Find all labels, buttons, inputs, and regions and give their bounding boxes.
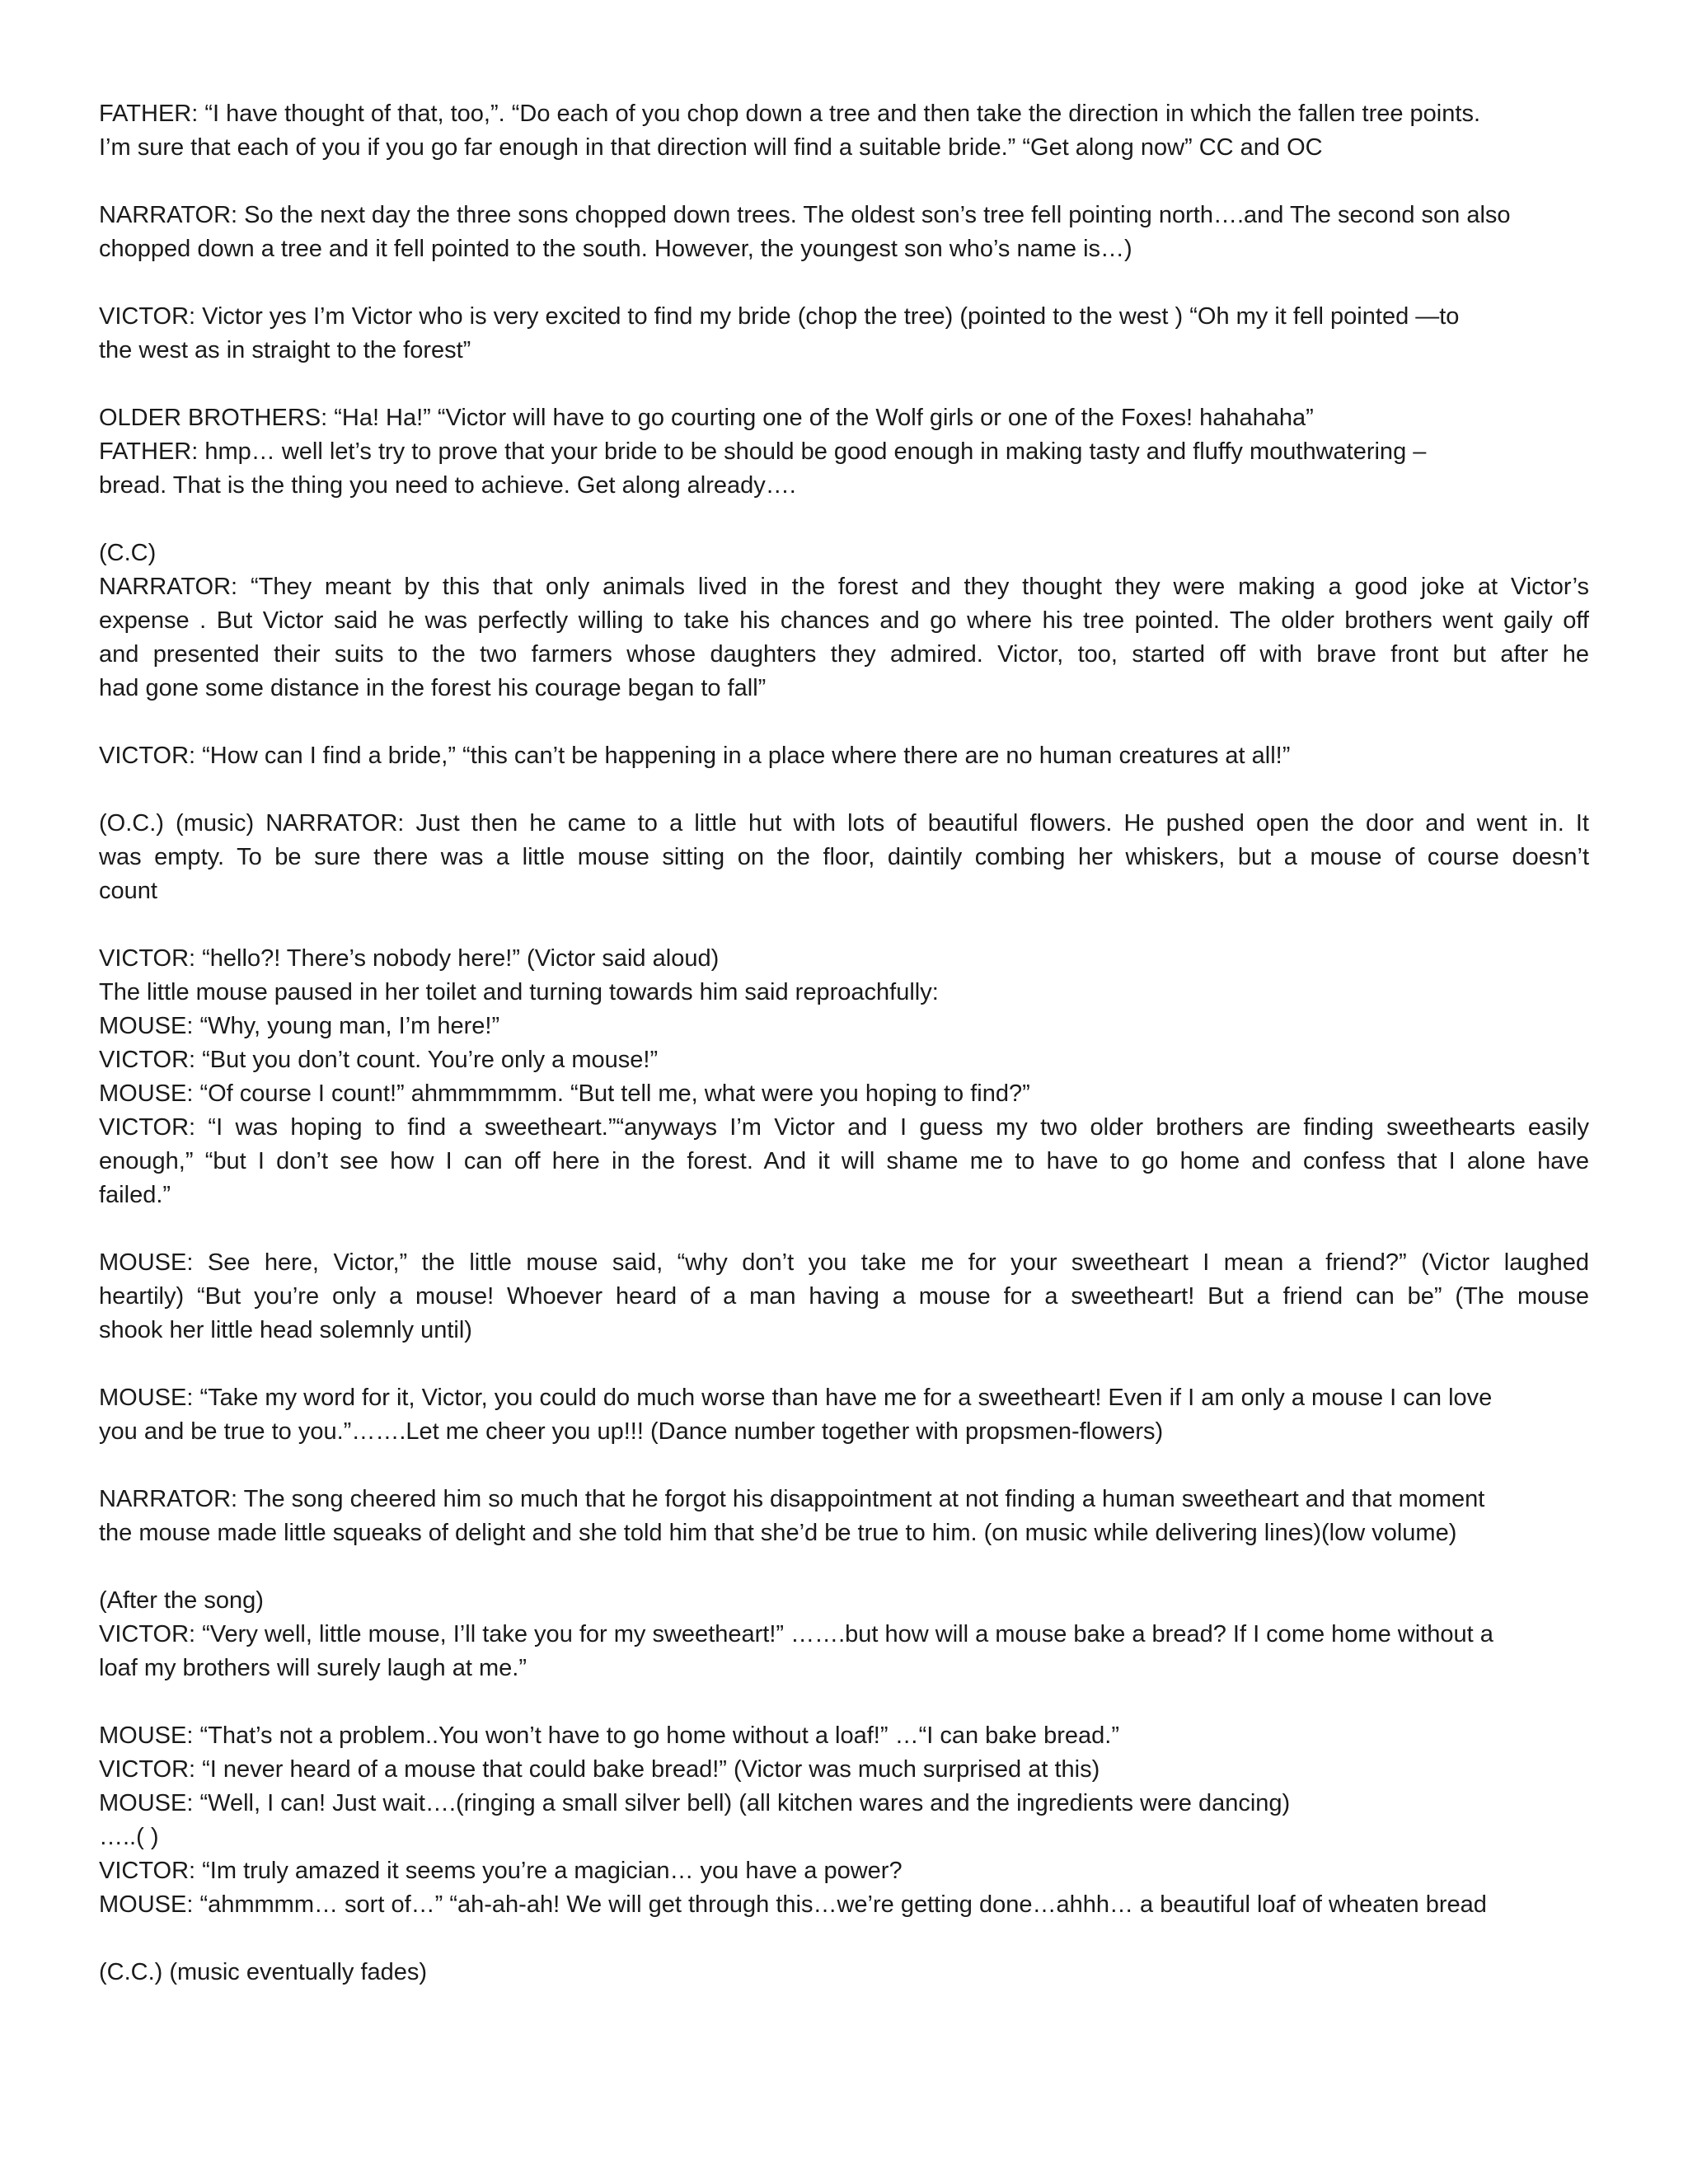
- script-text-body: [99, 97, 1589, 1990]
- blank-line: [99, 1922, 1589, 1956]
- script-line: The little mouse paused in her toilet and turning towards him said reproachfully:: [99, 979, 939, 1005]
- script-line: enough,” “but I don’t see how I can off here in the forest. And it will shame me to have to go home and confess that I alone have: [99, 1148, 1589, 1174]
- script-line: loaf my brothers will surely laugh at me.”: [99, 1655, 527, 1681]
- blank-line: [99, 773, 1589, 807]
- script-line: VICTOR: “But you don’t count. You’re only a mouse!”: [99, 1047, 659, 1073]
- script-line: failed.”: [99, 1182, 171, 1208]
- script-line: bread. That is the thing you need to achieve. Get along already….: [99, 472, 796, 499]
- script-line: VICTOR: “How can I find a bride,” “this can’t be happening in a place where there are no human creatures at all!”: [99, 743, 1291, 769]
- script-line: chopped down a tree and it fell pointed to the south. However, the youngest son who’s name is…): [99, 236, 1132, 262]
- script-line: (O.C.) (music) NARRATOR: Just then he came to a little hut with lots of beautiful flowers. He pushed open the door and went in. It: [99, 810, 1589, 837]
- script-line: the west as in straight to the forest”: [99, 337, 471, 363]
- blank-line: [99, 165, 1589, 199]
- blank-line: [99, 503, 1589, 537]
- script-line: VICTOR: Victor yes I’m Victor who is very excited to find my bride (chop the tree) (pointed to the west ) “Oh my it fell pointed —to: [99, 303, 1460, 330]
- script-line: was empty. To be sure there was a little mouse sitting on the floor, daintily combing her whiskers, but a mouse of course doesn’t: [99, 844, 1589, 870]
- script-line: VICTOR: “I was hoping to find a sweetheart.”“anyways I’m Victor and I guess my two older brothers are finding sweethearts easily: [99, 1114, 1589, 1141]
- script-line: NARRATOR: “They meant by this that only animals lived in the forest and they thought they were making a good joke at Victor’s: [99, 574, 1589, 600]
- script-line: MOUSE: “Take my word for it, Victor, you could do much worse than have me for a sweetheart! Even if I am only a mouse I can love: [99, 1385, 1493, 1411]
- blank-line: [99, 705, 1589, 739]
- script-line: …..( ): [99, 1824, 159, 1850]
- script-line: VICTOR: “Very well, little mouse, I’ll take you for my sweetheart!” …….but how will a mouse bake a bread? If I come home without a: [99, 1621, 1493, 1647]
- script-line: had gone some distance in the forest his courage began to fall”: [99, 675, 767, 701]
- script-line: NARRATOR: The song cheered him so much that he forgot his disappointment at not finding a human sweetheart and that moment: [99, 1486, 1485, 1512]
- script-line: FATHER: “I have thought of that, too,”. “Do each of you chop down a tree and then take the direction in which the fallen tree points.: [99, 101, 1480, 127]
- script-line: OLDER BROTHERS: “Ha! Ha!” “Victor will have to go courting one of the Wolf girls or one of the Foxes! hahahaha”: [99, 405, 1314, 431]
- script-line: count: [99, 878, 157, 904]
- blank-line: [99, 1212, 1589, 1246]
- script-line: VICTOR: “hello?! There’s nobody here!” (Victor said aloud): [99, 945, 720, 972]
- script-line: MOUSE: See here, Victor,” the little mouse said, “why don’t you take me for your sweetheart I mean a friend?” (Victor laughed: [99, 1249, 1589, 1276]
- script-line: the mouse made little squeaks of delight and she told him that she’d be true to him. (on music while delivering lines)(low volume): [99, 1520, 1457, 1546]
- script-line: and presented their suits to the two farmers whose daughters they admired. Victor, too, started off with brave front but after he: [99, 641, 1589, 668]
- blank-line: [99, 1550, 1589, 1584]
- script-line: VICTOR: “I never heard of a mouse that could bake bread!” (Victor was much surprised at this): [99, 1756, 1100, 1783]
- script-line: (C.C): [99, 540, 157, 566]
- blank-line: [99, 1685, 1589, 1719]
- script-line: I’m sure that each of you if you go far enough in that direction will find a suitable bride.” “Get along now” CC and OC: [99, 134, 1323, 161]
- script-line: MOUSE: “That’s not a problem..You won’t have to go home without a loaf!” …“I can bake bread.”: [99, 1722, 1119, 1749]
- script-line: MOUSE: “Well, I can! Just wait….(ringing a small silver bell) (all kitchen wares and the ingredients were dancing): [99, 1790, 1291, 1816]
- script-line: (After the song): [99, 1587, 264, 1614]
- blank-line: [99, 908, 1589, 942]
- script-line: you and be true to you.”…….Let me cheer you up!!! (Dance number together with propsmen-flowers): [99, 1418, 1164, 1445]
- script-line: MOUSE: “Of course I count!” ahmmmmmm. “But tell me, what were you hoping to find?”: [99, 1080, 1030, 1107]
- blank-line: [99, 1449, 1589, 1483]
- blank-line: [99, 1347, 1589, 1381]
- blank-line: [99, 266, 1589, 300]
- script-line: expense . But Victor said he was perfectly willing to take his chances and go where his tree pointed. The older brothers went gaily off: [99, 607, 1589, 634]
- script-line: MOUSE: “Why, young man, I’m here!”: [99, 1013, 500, 1039]
- blank-line: [99, 368, 1589, 401]
- script-line: FATHER: hmp… well let’s try to prove that your bride to be should be good enough in making tasty and fluffy mouthwatering –: [99, 438, 1427, 465]
- script-line: (C.C.) (music eventually fades): [99, 1959, 428, 1985]
- script-line: MOUSE: “ahmmmm… sort of…” “ah-ah-ah! We will get through this…we’re getting done…ahhh… a beautiful loaf of wheaten bread: [99, 1891, 1487, 1918]
- script-line: shook her little head solemnly until): [99, 1317, 472, 1343]
- script-line: NARRATOR: So the next day the three sons chopped down trees. The oldest son’s tree fell pointing north….and The second son also: [99, 202, 1511, 228]
- script-line: heartily) “But you’re only a mouse! Whoever heard of a man having a mouse for a sweetheart! But a friend can be” (The mouse: [99, 1283, 1589, 1310]
- script-line: VICTOR: “Im truly amazed it seems you’re a magician… you have a power?: [99, 1858, 903, 1884]
